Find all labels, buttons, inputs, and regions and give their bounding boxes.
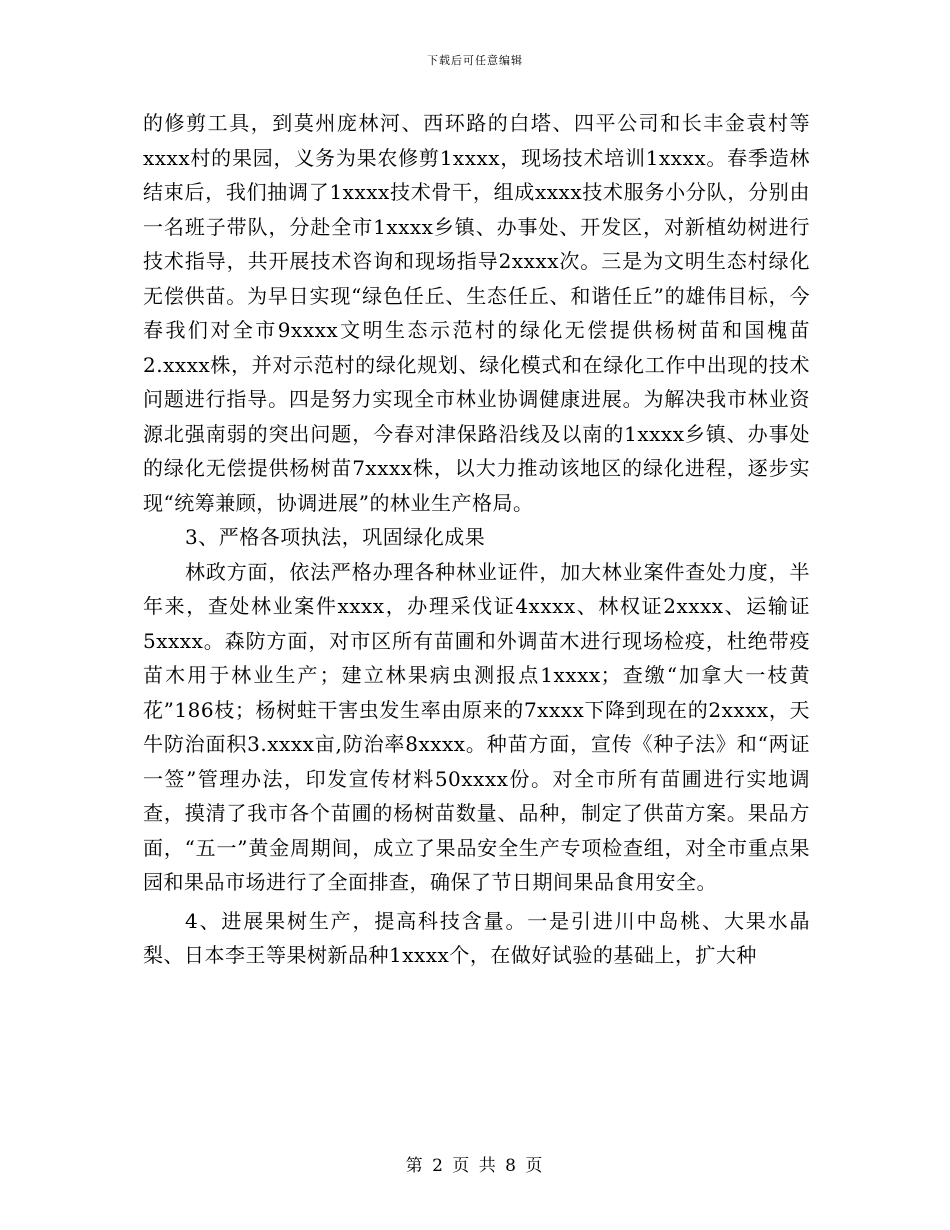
section-heading-4: 4、进展果树生产，提高科技含量。一是引进川中岛桃、大果水晶梨、日本李王等果树新品种1xxxx个，在做好试验的基础上，扩大种 [143,908,810,967]
paragraph-continuation: 的修剪工具，到莫州庞林河、西环路的白塔、四平公司和长丰金袁村等xxxx村的果园，义务为果农修剪1xxxx，现场技术培训1xxxx。春季造林结束后，我们抽调了1xxxx技术骨干，组成xxxx技术服务小分队，分别由一名班子带队，分赴全市1xxxx乡镇、办事处、开发区，对新植幼树进行技术指导，共开展技术咨询和现场指导2xxxx次。三是为文明生态村绿化无偿供苗。为早日实现“绿色任丘、生态任丘、和谐任丘”的雄伟目标，今春我们对全市9xxxx文明生态示范村的绿化无偿提供杨树苗和国槐苗2.xxxx株，并对示范村的绿化规划、绿化模式和在绿化工作中出现的技术问题进行指导。四是努力实现全市林业协调健康进展。为解决我市林业资源北强南弱的突出问题，今春对津保路沿线及以南的1xxxx乡镇、办事处的绿化无偿提供杨树苗7xxxx株，以大力推动该地区的绿化进程，逐步实现“统筹兼顾，协调进展”的林业生产格局。 [143,111,810,515]
page-header: 下载后可任意编辑 [427,54,523,67]
section-heading-3: 3、严格各项执法，巩固绿化成果 [185,525,486,549]
document-body [143,106,810,973]
page-footer: 第 2 页 共 8 页 [405,1156,545,1176]
paragraph-law-enforcement: 林政方面，依法严格办理各种林业证件，加大林业案件查处力度，半年来，查处林业案件xxxx，办理采伐证4xxxx、林权证2xxxx、运输证5xxxx。森防方面，对市区所有苗圃和外调苗木进行现场检疫，杜绝带疫苗木用于林业生产；建立林果病虫测报点1xxxx；查缴“加拿大一枝黄花”186枝；杨树蛀干害虫发生率由原来的7xxxx下降到现在的2xxxx，天牛防治面积3.xxxx亩,防治率8xxxx。种苗方面，宣传《种子法》和“两证一签”管理办法，印发宣传材料50xxxx份。对全市所有苗圃进行实地调查，摸清了我市各个苗圃的杨树苗数量、品种，制定了供苗方案。果品方面，“五一”黄金周期间，成立了果品安全生产专项检查组，对全市重点果园和果品市场进行了全面排查，确保了节日期间果品食用安全。 [143,559,810,894]
